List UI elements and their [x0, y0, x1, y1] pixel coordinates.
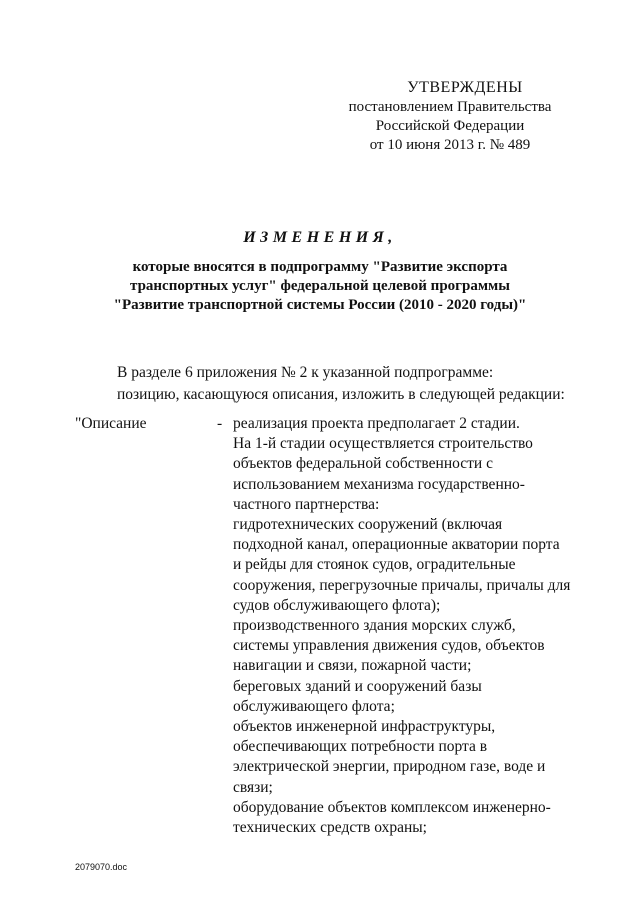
- document-title: ИЗМЕНЕНИЯ,: [243, 229, 397, 246]
- description-line: реализация проекта предполагает 2 стадии.: [233, 415, 520, 432]
- entry-description: [233, 414, 571, 838]
- entry-dash: -: [217, 415, 223, 432]
- description-line: обеспечивающих потребности порта в: [233, 738, 488, 756]
- approval-heading: УТВЕРЖДЕНЫ: [407, 79, 523, 96]
- approval-line: Российской Федерации: [375, 118, 525, 134]
- description-line: оборудование объектов комплексом инженерно-: [233, 798, 551, 816]
- file-name: 2079070.doc: [75, 862, 128, 872]
- intro-line: В разделе 6 приложения № 2 к указанной подпрограмме:: [117, 364, 494, 381]
- description-line: связи;: [233, 778, 273, 796]
- description-line: На 1-й стадии осуществляется строительство: [233, 435, 533, 453]
- description-line: береговых зданий и сооружений базы: [233, 677, 482, 695]
- description-line: системы управления движения судов, объектов: [233, 637, 545, 655]
- approval-line: постановлением Правительства: [348, 99, 552, 115]
- description-line: электрической энергии, природном газе, воде и: [233, 758, 546, 776]
- description-line: судов обслуживающего флота);: [233, 596, 441, 614]
- description-line: и рейды для стоянок судов, оградительные: [233, 556, 516, 574]
- description-line: производственного здания морских служб,: [233, 617, 516, 635]
- subtitle-line: "Развитие транспортной системы России (2010 - 2020 годы)": [113, 297, 527, 313]
- approval-line: от 10 июня 2013 г. № 489: [369, 137, 531, 153]
- description-line: объектов федеральной собственности с: [233, 455, 493, 473]
- description-line: объектов инженерной инфраструктуры,: [233, 718, 496, 736]
- description-line: гидротехнических сооружений (включая: [233, 516, 503, 534]
- description-line: навигации и связи, пожарной части;: [233, 657, 472, 675]
- description-line: технических средств охраны;: [233, 819, 427, 837]
- approval-stamp: [345, 78, 555, 155]
- description-line: частного партнерства:: [233, 495, 380, 513]
- subtitle-line: транспортных услуг" федеральной целевой программы: [130, 278, 510, 294]
- description-line: обслуживающего флота;: [233, 697, 395, 715]
- title-block: [0, 228, 640, 315]
- document-subtitle: [0, 258, 640, 315]
- entry-label: "Описание: [75, 415, 147, 432]
- description-line: сооружения, перегрузочные причалы, причалы для: [233, 576, 571, 594]
- intro-paragraph: [117, 362, 565, 406]
- subtitle-line: которые вносятся в подпрограмму "Развитие экспорта: [132, 259, 508, 275]
- description-line: подходной канал, операционные акватории порта: [233, 536, 560, 554]
- description-line: использованием механизма государственно-: [233, 475, 525, 493]
- intro-line: позицию, касающуюся описания, изложить в следующей редакции:: [117, 386, 565, 403]
